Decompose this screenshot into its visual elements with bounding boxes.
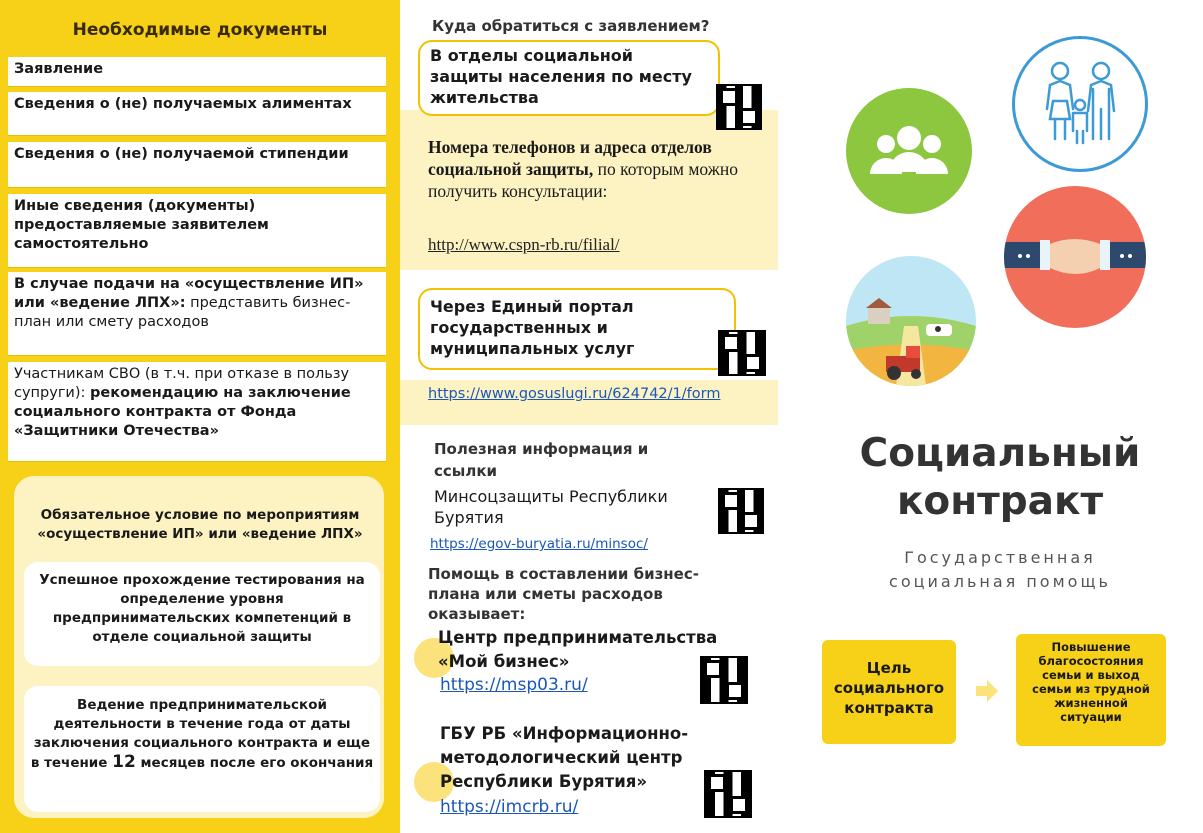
condition-2-part-b: месяцев после его окончания [135,755,374,771]
main-title [850,430,1150,526]
gbu-name: ГБУ РБ «Информационно-методологический центр Республики Бурятия» [440,724,689,791]
doc-item-stipend: Сведения о (не) получаемой стипендии [8,142,386,188]
doc-item-ip [8,272,386,356]
condition-1-text: Успешное прохождение тестирования на определение уровня предпринимательских компетенций в отделе социальной защиты [39,572,365,645]
family-icon [1012,36,1148,172]
doc-ip-bold: В случае подачи на «осуществление ИП» или «ведение ЛПХ»: [14,276,364,311]
minsoc-link[interactable]: https://egov-buryatia.ru/minsoc/ [430,536,648,552]
useful-title: Полезная информация и ссылки [434,440,649,480]
doc-item-alimony: Сведения о (не) получаемых алиментах [8,92,386,136]
qr-code-minsoc[interactable] [718,488,764,534]
arrow-right-icon [974,678,1000,704]
condition-2-part-a: Ведение предпринимательской деятельности в течение года от даты заключения социального контракта и еще в течение [30,697,371,771]
phones-link[interactable]: http://www.cspn-rb.ru/filial/ [428,235,620,254]
doc-item-application: Заявление [8,57,386,87]
center-link[interactable]: https://msp03.ru/ [440,675,588,695]
condition-2-number: 12 [112,752,136,772]
where-bubble: В отделы социальной защиты населения по месту жительства [418,40,720,116]
main-title-line2: контракт [896,479,1104,524]
qr-code-imcrb[interactable] [704,770,752,818]
documents-title: Необходимые документы [72,20,328,40]
doc-svo-plain: Участникам СВО (в т.ч. при отказе в пользу супруги): [14,366,350,401]
handshake-icon [1004,186,1146,328]
qr-code-msp[interactable] [700,656,748,704]
center-name: Центр предпринимательства «Мой бизнес» [438,628,718,671]
qr-code-social-dept[interactable] [716,84,762,130]
portal-link[interactable]: https://www.gosuslugi.ru/624742/1/form [428,386,721,402]
doc-item-other: Иные сведения (документы) предоставляемые заявителем самостоятельно [8,194,386,268]
phones-bold: Номера телефонов и адреса отделов социальной защиты, [428,137,712,179]
group-icon [846,88,972,214]
condition-title: Обязательное условие по мероприятиям «осуществление ИП» или «ведение ЛПХ» [37,507,363,542]
help-title: Помощь в составлении бизнес-плана или сметы расходов оказывает: [428,565,699,623]
doc-ip-rest: представить бизнес-план или смету расходов [14,295,351,330]
subtitle-line2: социальная помощь [889,572,1111,591]
minsoc-name: Минсоцзащиты Республики Бурятия [434,487,668,527]
gbu-link[interactable]: https://imcrb.ru/ [440,797,579,817]
portal-bubble: Через Единый портал государственных и муниципальных услуг [418,288,736,370]
where-title: Куда обратиться с заявлением? [432,17,710,35]
qr-code-gosuslugi[interactable] [718,330,766,376]
phones-text [428,136,768,202]
subtitle [850,546,1150,594]
doc-svo-bold: рекомендацию на заключение социального контракта от Фонда «Защитники Отечества» [14,385,351,439]
main-title-line1: Социальный [859,431,1141,476]
condition-2-text [30,696,374,773]
subtitle-line1: Государственная [904,548,1096,567]
farm-icon [846,256,976,386]
goal-label-box: Цель социального контракта [822,640,956,744]
phones-rest: по которым можно получить консультации: [428,159,738,201]
doc-item-svo [8,362,386,462]
goal-result-box: Повышение благосостояния семьи и выход семьи из трудной жизненной ситуации [1016,634,1166,746]
